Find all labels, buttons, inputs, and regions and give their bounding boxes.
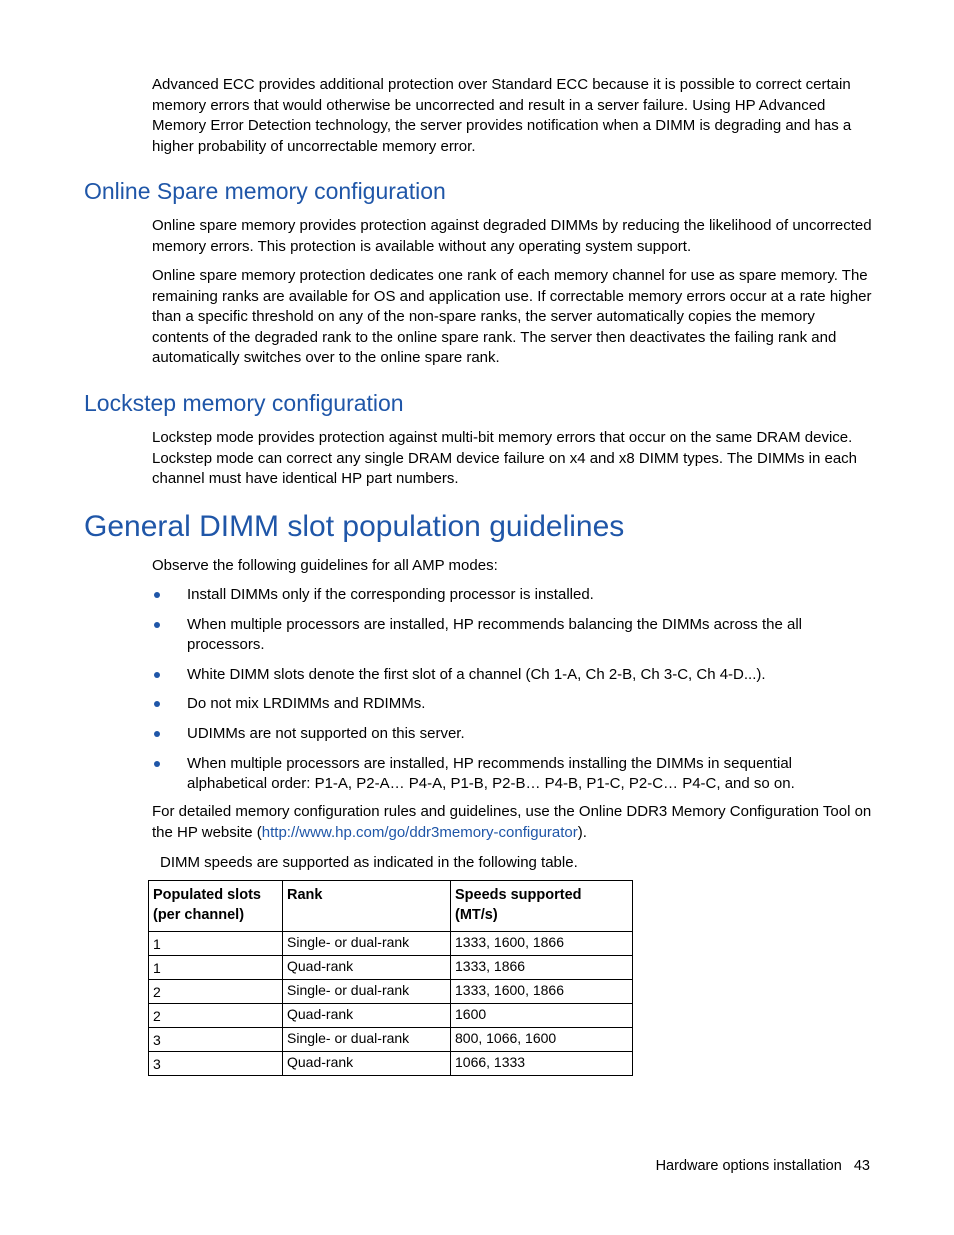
rank-cell: Single- or dual-rank	[283, 980, 451, 1004]
page-footer	[560, 1158, 870, 1174]
list-item: Install DIMMs only if the corresponding processor is installed.	[152, 585, 852, 606]
list-item: When multiple processors are installed, HP recommends balancing the DIMMs across the all processors.	[152, 615, 852, 656]
footer-section-title: Hardware options installation	[655, 1158, 842, 1174]
column-header-speeds: Speeds supported (MT/s)	[451, 881, 633, 932]
table-row	[149, 1028, 633, 1052]
speed-cell: 1066, 1333	[451, 1052, 633, 1076]
lockstep-paragraph: Lockstep mode provides protection against multi-bit memory errors that occur on the same DRAM device. Lockstep mode can correct any single DRAM device failure on x4 and x8 DIMM types. The DIMMs in each channel must have identical HP part numbers.	[152, 429, 858, 488]
detail-paragraph: For detailed memory configuration rules and guidelines, use the Online DDR3 Memory Configuration Tool on the HP website (http://www.hp.com/go/ddr3memory-configurator).	[152, 803, 872, 841]
guidelines-list	[152, 585, 852, 804]
table-header-row	[149, 881, 633, 932]
speed-cell: 1600	[451, 1004, 633, 1028]
table-intro: DIMM speeds are supported as indicated in the following table.	[160, 854, 578, 871]
table-row	[149, 1052, 633, 1076]
table-row	[149, 956, 633, 980]
bullet-icon	[154, 701, 160, 707]
page-number: 43	[853, 1158, 870, 1174]
table-row	[149, 932, 633, 956]
bullet-icon	[154, 761, 160, 767]
list-item: When multiple processors are installed, HP recommends installing the DIMMs in sequential alphabetical order: P1-A, P2-A… P4-A, P1-B, P2-B… P4-B, P1-C, P2-C… P4-C, and so on.	[152, 754, 852, 795]
rank-cell: Quad-rank	[283, 1004, 451, 1028]
rank-cell: Single- or dual-rank	[283, 932, 451, 956]
speed-cell: 1333, 1866	[451, 956, 633, 980]
slot-cell: 1	[149, 956, 283, 980]
rank-cell: Quad-rank	[283, 1052, 451, 1076]
lockstep-heading: Lockstep memory configuration	[84, 390, 404, 416]
online-spare-paragraph-1: Online spare memory provides protection against degraded DIMMs by reducing the likelihood of uncorrected memory errors. This protection is available without any operating system support.	[152, 217, 872, 255]
bullet-icon	[154, 592, 160, 598]
slot-cell: 3	[149, 1028, 283, 1052]
speed-cell: 1333, 1600, 1866	[451, 932, 633, 956]
online-spare-heading: Online Spare memory configuration	[84, 178, 446, 204]
list-item: White DIMM slots denote the first slot of a channel (Ch 1-A, Ch 2-B, Ch 3-C, Ch 4-D...).	[152, 665, 852, 686]
speed-cell: 800, 1066, 1600	[451, 1028, 633, 1052]
slot-cell: 2	[149, 1004, 283, 1028]
guidelines-lead: Observe the following guidelines for all AMP modes:	[152, 557, 498, 574]
ddr3-configurator-link[interactable]: http://www.hp.com/go/ddr3memory-configurator	[261, 823, 578, 841]
bullet-icon	[154, 622, 160, 628]
table-row	[149, 980, 633, 1004]
intro-paragraph: Advanced ECC provides additional protection over Standard ECC because it is possible to correct certain memory errors that would otherwise be uncorrected and result in a server failure. Using HP Advanced Memory Error Detection technology, the server provides notification when a DIMM is degrading and has a higher probability of uncorrectable memory error.	[152, 76, 852, 155]
bullet-icon	[154, 672, 160, 678]
column-header-rank: Rank	[283, 881, 451, 932]
slot-cell: 2	[149, 980, 283, 1004]
slot-cell: 3	[149, 1052, 283, 1076]
bullet-icon	[154, 731, 160, 737]
table-row	[149, 1004, 633, 1028]
slot-cell: 1	[149, 932, 283, 956]
speed-cell: 1333, 1600, 1866	[451, 980, 633, 1004]
dimm-speed-table	[148, 880, 633, 1076]
list-item: Do not mix LRDIMMs and RDIMMs.	[152, 694, 852, 715]
general-guidelines-heading: General DIMM slot population guidelines	[84, 510, 625, 543]
column-header-populated-slots: Populated slots (per channel)	[149, 881, 283, 932]
rank-cell: Single- or dual-rank	[283, 1028, 451, 1052]
rank-cell: Quad-rank	[283, 956, 451, 980]
list-item: UDIMMs are not supported on this server.	[152, 724, 852, 745]
online-spare-paragraph-2: Online spare memory protection dedicates one rank of each memory channel for use as spare memory. The remaining ranks are available for OS and application use. If correctable memory errors occur at a rate higher than a specific threshold on any of the non-spare ranks, the server automatically copies the memory contents of the degraded rank to the online spare rank. The server then deactivates the failing rank and automatically switches over to the online spare rank.	[152, 267, 872, 367]
